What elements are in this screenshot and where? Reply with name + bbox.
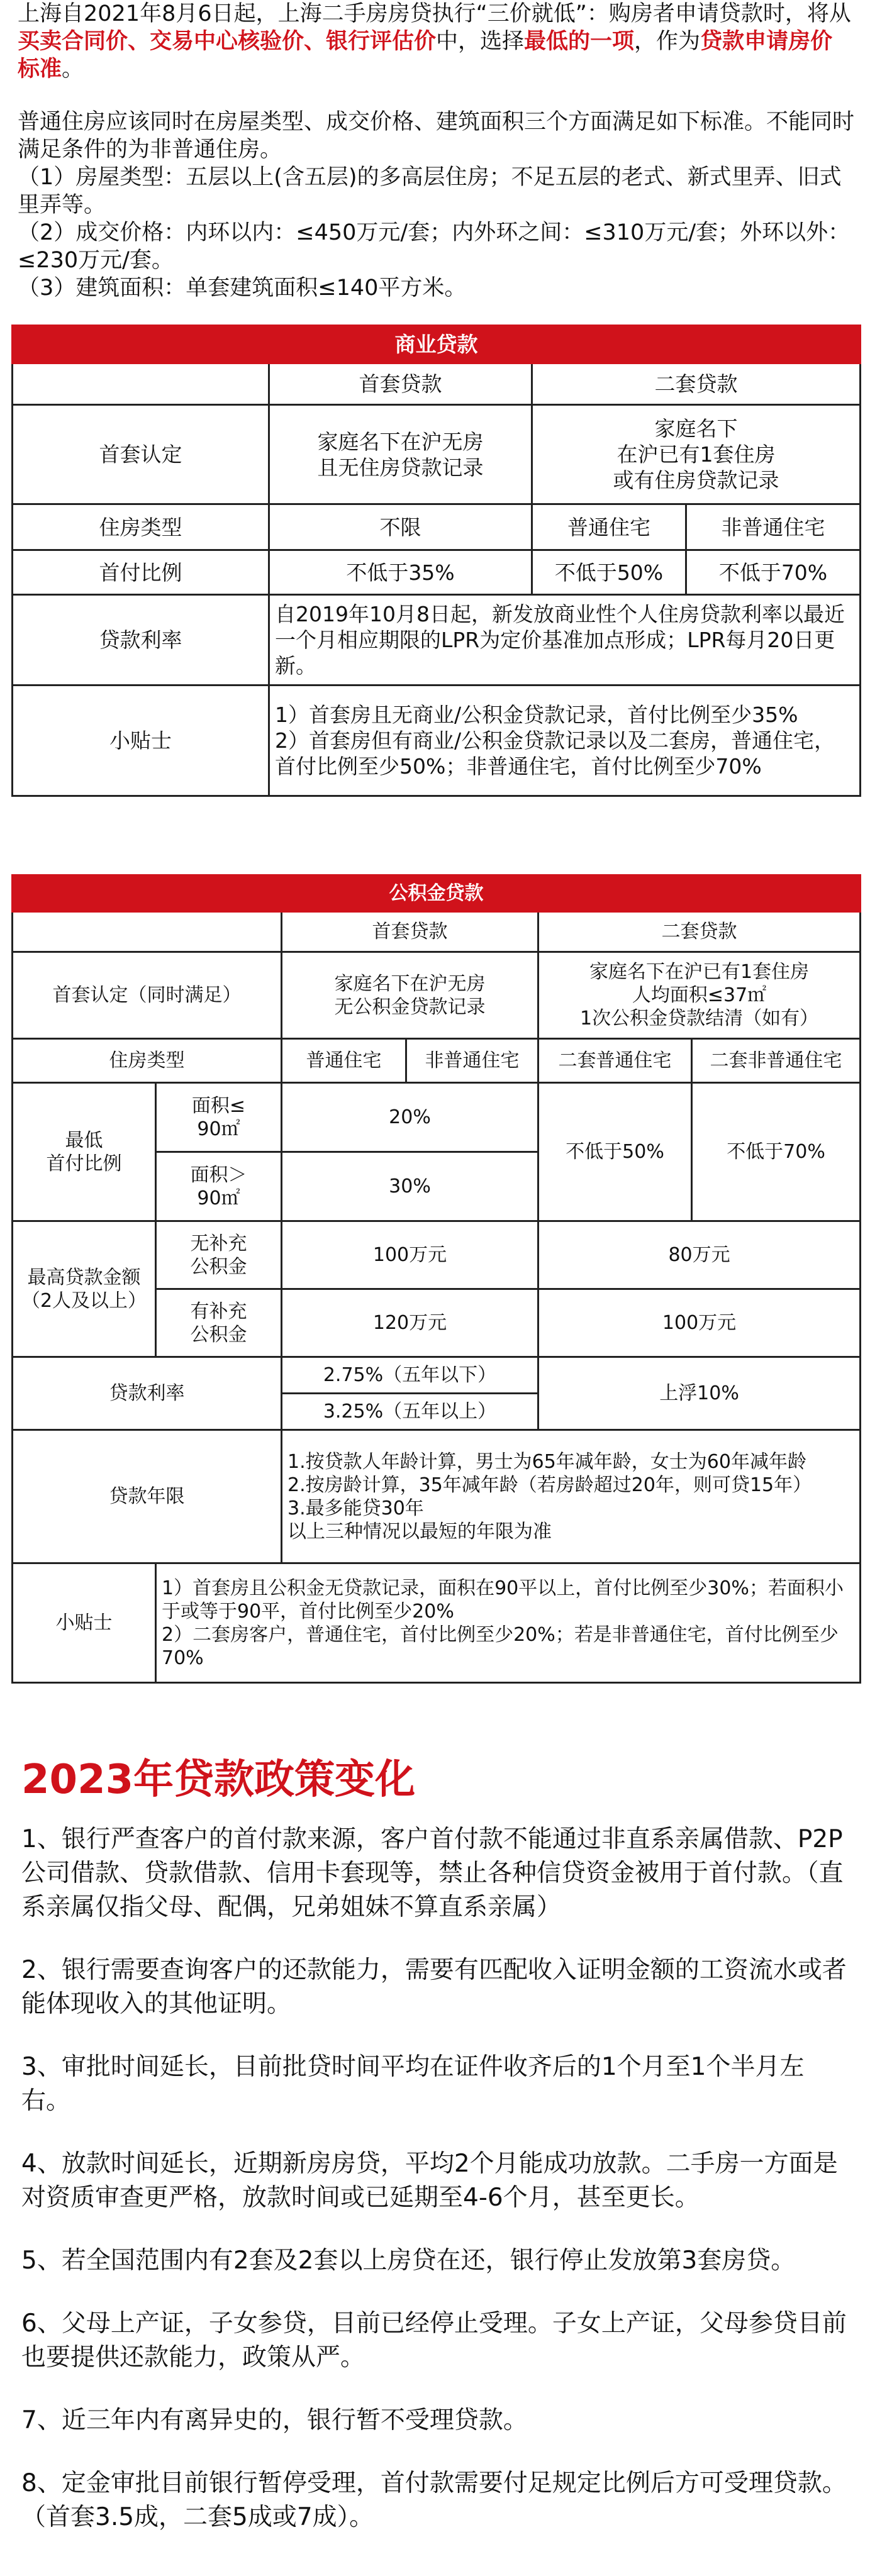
commercial-title: 商业贷款 <box>13 326 861 364</box>
area-gt-90: 面积＞ 90㎡ <box>156 1152 282 1221</box>
rate-over-5y: 3.25%（五年以上） <box>282 1394 538 1430</box>
intro-text: 上海自2021年8月6日起，上海二手房房贷执行“三价就低”：购房者申请贷款时，将从 <box>18 1 851 26</box>
dp-second-ordinary: 不低于50% <box>538 1083 692 1221</box>
max-first-with-sup: 120万元 <box>282 1289 538 1357</box>
intro-criterion-price: （2）成交价格：内环以内：≤450万元/套；内外环之间：≤310万元/套；外环以外：≤230万元/套。 <box>18 220 850 273</box>
intro-criterion-type: （1）房屋类型：五层以上(含五层)的多高层住房；不足五层的老式、新式里弄、旧式里弄等。 <box>18 165 842 218</box>
no-supplementary-fund: 无补充 公积金 <box>156 1221 282 1289</box>
fund-type-ordinary: 普通住宅 <box>282 1039 406 1083</box>
fund-col-first: 首套贷款 <box>282 912 538 952</box>
fund-row-label-term: 贷款年限 <box>13 1430 282 1563</box>
intro-text: ，作为 <box>634 29 701 54</box>
row-label-tip: 小贴士 <box>13 686 269 796</box>
intro-paragraph-2: 普通住房应该同时在房屋类型、成交价格、建筑面积三个方面满足如下标准。不能同时满足条件的为非普通住房。 <box>18 109 855 162</box>
term-text: 1.按贷款人年龄计算，男士为65年减年龄，女士为60年减年龄 2.按房龄计算，35年减年龄（若房龄超过20年，则可贷15年） 3.最多能贷30年 以上三种情况以最短的年限为准 <box>282 1430 861 1563</box>
fund-tip-text: 1）首套房且公积金无贷款记录，面积在90平以上，首付比例至少30%；若面积小于或等于90平，首付比例至少20% 2）二套房客户，普通住宅，首付比例至少20%；若是非普通住宅，首付比例至少70% <box>156 1563 861 1683</box>
policy-item: 4、放款时间延长，近期新房房贷，平均2个月能成功放款。二手房一方面是对资质审查更严格，放款时间或已延期至4-6个月，甚至更长。 <box>21 2150 838 2212</box>
area-le-90: 面积≤ 90㎡ <box>156 1083 282 1152</box>
col-first-loan: 首套贷款 <box>269 364 532 405</box>
row-label-type: 住房类型 <box>13 504 269 550</box>
policy-item: 6、父母上产证，子女参贷，目前已经停止受理。子女上产证，父母参贷目前也要提供还款能力，政策从严。 <box>21 2309 847 2372</box>
rec-second: 家庭名下 在沪已有1套住房 或有住房贷款记录 <box>532 405 861 504</box>
max-second-no-sup: 80万元 <box>538 1221 861 1289</box>
intro-highlight-lowest: 最低的一项 <box>524 29 635 54</box>
fund-rec-second: 家庭名下在沪已有1套住房 人均面积≤37㎡ 1次公积金贷款结清（如有） <box>538 952 861 1039</box>
max-second-with-sup: 100万元 <box>538 1289 861 1357</box>
type-nonordinary: 非普通住宅 <box>686 504 861 550</box>
intro-paragraph-1 <box>18 0 854 83</box>
fund-row-label-recognition: 首套认定（同时满足） <box>13 952 282 1039</box>
policy-heading: 2023年贷款政策变化 <box>21 1757 416 1803</box>
intro-highlight-prices: 买卖合同价、交易中心核验价、银行评估价 <box>18 29 437 54</box>
dp-area-gt: 30% <box>282 1152 538 1221</box>
dp-area-le: 20% <box>282 1083 538 1152</box>
max-first-no-sup: 100万元 <box>282 1221 538 1289</box>
intro-criterion-area: （3）建筑面积：单套建筑面积≤140平方米。 <box>18 275 467 301</box>
intro-highlight-standard: 贷款申请房价标准 <box>18 29 833 82</box>
fund-col-second: 二套贷款 <box>538 912 861 952</box>
dp-second-nonordinary: 不低于70% <box>692 1083 861 1221</box>
rate-under-5y: 2.75%（五年以下） <box>282 1357 538 1394</box>
policy-item: 7、近三年内有离异史的，银行暂不受理贷款。 <box>21 2406 528 2434</box>
blank-cell <box>13 364 269 405</box>
row-label-recognition: 首套认定 <box>13 405 269 504</box>
with-supplementary-fund: 有补充 公积金 <box>156 1289 282 1357</box>
blank-cell <box>13 912 282 952</box>
type-first: 不限 <box>269 504 532 550</box>
col-second-loan: 二套贷款 <box>532 364 861 405</box>
intro-section <box>18 0 854 302</box>
fund-type-second-nonordinary: 二套非普通住宅 <box>692 1039 861 1083</box>
intro-text: 中，选择 <box>436 29 525 54</box>
fund-row-label-rate: 贷款利率 <box>13 1357 282 1430</box>
policy-item: 5、若全国范围内有2套及2套以上房贷在还，银行停止发放第3套房贷。 <box>21 2246 796 2275</box>
policy-item: 2、银行需要查询客户的还款能力，需要有匹配收入证明金额的工资流水或者能体现收入的其他证明。 <box>21 1956 847 2018</box>
fund-type-second-ordinary: 二套普通住宅 <box>538 1039 692 1083</box>
commercial-loan-table <box>11 325 861 797</box>
fund-title: 公积金贷款 <box>13 875 861 912</box>
fund-row-label-tip: 小贴士 <box>13 1563 156 1683</box>
rate-second: 上浮10% <box>538 1357 861 1430</box>
type-ordinary: 普通住宅 <box>532 504 686 550</box>
row-label-downpayment: 首付比例 <box>13 550 269 595</box>
dp-nonordinary: 不低于70% <box>686 550 861 595</box>
dp-ordinary: 不低于50% <box>532 550 686 595</box>
fund-row-label-type: 住房类型 <box>13 1039 282 1083</box>
dp-first: 不低于35% <box>269 550 532 595</box>
rec-first: 家庭名下在沪无房 且无住房贷款记录 <box>269 405 532 504</box>
fund-loan-table <box>11 874 861 1684</box>
fund-row-label-downpayment: 最低 首付比例 <box>13 1083 156 1221</box>
policy-item: 3、审批时间延长，目前批贷时间平均在证件收齐后的1个月至1个半月左右。 <box>21 2053 805 2115</box>
row-label-rate: 贷款利率 <box>13 595 269 686</box>
intro-text: 。 <box>62 57 84 82</box>
policy-list <box>21 1823 852 2563</box>
rate-text: 自2019年10月8日起，新发放商业性个人住房贷款利率以最近一个月相应期限的LPR为定价基准加点形成；LPR每月20日更新。 <box>269 595 861 686</box>
tip-text: 1）首套房且无商业/公积金贷款记录，首付比例至少35% 2）首套房但有商业/公积金贷款记录以及二套房，普通住宅，首付比例至少50%；非普通住宅，首付比例至少70% <box>269 686 861 796</box>
fund-type-nonordinary: 非普通住宅 <box>406 1039 538 1083</box>
fund-row-label-max-amount: 最高贷款金额 （2人及以上） <box>13 1221 156 1357</box>
fund-rec-first: 家庭名下在沪无房 无公积金贷款记录 <box>282 952 538 1039</box>
policy-item: 1、银行严查客户的首付款来源，客户首付款不能通过非直系亲属借款、P2P公司借款、贷款借款、信用卡套现等，禁止各种信贷资金被用于首付款。（直系亲属仅指父母、配偶，兄弟姐妹不算直系亲属） <box>21 1825 844 1921</box>
policy-item: 8、定金审批目前银行暂停受理，首付款需要付足规定比例后方可受理贷款。（首套3.5成，二套5成或7成）。 <box>21 2469 847 2531</box>
